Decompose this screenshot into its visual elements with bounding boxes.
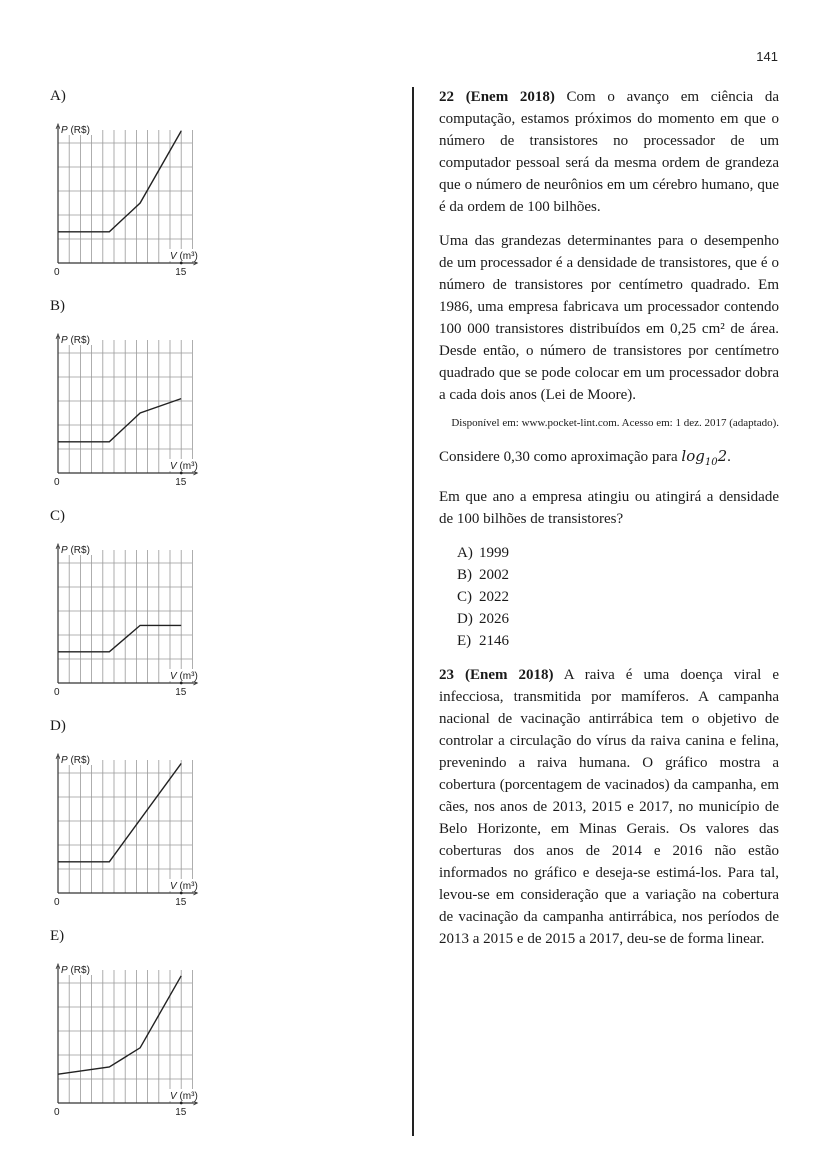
price-volume-graph	[50, 118, 200, 278]
svg-text:0: 0	[54, 477, 60, 488]
choice-value: 2146	[479, 633, 509, 649]
option-letter: C)	[50, 508, 65, 524]
svg-text:V (m³): V (m³)	[170, 881, 198, 892]
choice-value: 2022	[479, 589, 509, 605]
option-c-graph	[50, 508, 210, 708]
q22-consider	[439, 445, 779, 474]
q22-source-tag: (Enem 2018)	[465, 89, 555, 105]
svg-text:15: 15	[175, 897, 187, 908]
price-volume-graph	[50, 748, 200, 908]
svg-text:P (R$): P (R$)	[61, 755, 90, 766]
log-base: log	[681, 447, 705, 465]
svg-text:0: 0	[54, 897, 60, 908]
svg-text:0: 0	[54, 267, 60, 278]
choice-e	[457, 630, 779, 652]
svg-text:15: 15	[175, 1107, 187, 1118]
svg-text:P (R$): P (R$)	[61, 545, 90, 556]
q23-intro	[439, 664, 779, 950]
graph-svg-container	[50, 118, 200, 283]
choice-value: 1999	[479, 545, 509, 561]
option-letter: A)	[50, 88, 66, 104]
page-number: 141	[756, 49, 778, 64]
option-a-graph	[50, 88, 210, 288]
q22-question: Em que ano a empresa atingiu ou atingirá a densidade de 100 bilhões de transistores?	[439, 489, 779, 527]
choice-d	[457, 608, 779, 630]
svg-text:0: 0	[54, 1107, 60, 1118]
q22-citation: Disponível em: www.pocket-lint.com. Acesso em: 1 dez. 2017 (adaptado).	[451, 417, 779, 429]
log-subscript: 10	[704, 457, 718, 468]
option-e-graph	[50, 928, 210, 1128]
graph-svg-container	[50, 328, 200, 493]
q22-number: 22	[439, 89, 454, 105]
svg-text:V (m³): V (m³)	[170, 251, 198, 262]
choice-letter: E)	[457, 633, 472, 649]
q22-paragraph-1: Com o avanço em ciência da computação, estamos próximos do momento em que o número de transistores no processador de um computador pessoal será da mesma ordem de grandeza que o número de neurônios em um cérebro humano, que é da ordem de 100 bilhões.	[439, 89, 780, 215]
svg-text:0: 0	[54, 687, 60, 698]
q23-source-tag: (Enem 2018)	[465, 667, 554, 683]
svg-text:V (m³): V (m³)	[170, 671, 198, 682]
q23-number: 23	[439, 667, 454, 683]
q22-intro	[439, 86, 779, 218]
log-argument: 2	[717, 447, 728, 465]
svg-text:V (m³): V (m³)	[170, 461, 198, 472]
choice-letter: D)	[457, 611, 473, 627]
svg-text:15: 15	[175, 267, 187, 278]
log-expression	[681, 447, 728, 468]
choice-value: 2026	[479, 611, 509, 627]
consider-suffix: .	[727, 449, 731, 465]
svg-text:P (R$): P (R$)	[61, 335, 90, 346]
choice-b	[457, 564, 779, 586]
price-volume-graph	[50, 328, 200, 488]
choice-letter: B)	[457, 567, 472, 583]
choice-letter: C)	[457, 589, 472, 605]
questions-column	[439, 86, 779, 962]
svg-text:P (R$): P (R$)	[61, 125, 90, 136]
choice-letter: A)	[457, 545, 473, 561]
price-volume-graph	[50, 538, 200, 698]
svg-text:P (R$): P (R$)	[61, 965, 90, 976]
option-letter: D)	[50, 718, 66, 734]
option-b-graph	[50, 298, 210, 498]
graph-svg-container	[50, 538, 200, 703]
svg-text:15: 15	[175, 687, 187, 698]
q22-choices	[457, 542, 779, 652]
q22-paragraph-2: Uma das grandezas determinantes para o desempenho de um processador é a densidade de transistores, que é o número de transistores por centímetro quadrado. Em 1986, uma empresa fabricava um processador contendo 100 000 transistores distribuídos em 0,25 cm² de área. Desde então, o número de transistores por centímetro quadrado que se pode colocar em um processador dobra a cada dois anos (Lei de Moore).	[439, 233, 779, 403]
choice-a	[457, 542, 779, 564]
svg-text:V (m³): V (m³)	[170, 1091, 198, 1102]
option-letter: E)	[50, 928, 65, 944]
option-d-graph	[50, 718, 210, 918]
price-volume-graph	[50, 958, 200, 1118]
choice-c	[457, 586, 779, 608]
svg-text:15: 15	[175, 477, 187, 488]
consider-text: Considere 0,30 como aproximação para	[439, 449, 682, 465]
column-divider	[412, 87, 414, 1136]
graph-svg-container	[50, 958, 200, 1123]
choice-value: 2002	[479, 567, 509, 583]
graph-svg-container	[50, 748, 200, 913]
q23-paragraph-1: A raiva é uma doença viral e infecciosa, transmitida por mamíferos. A campanha nacional de vacinação antirrábica tem o objetivo de controlar a circulação do vírus da raiva canina e felina, prevenindo a raiva humana. O gráfico mostra a cobertura (porcentagem de vacinados) da campanha, em cães, nos anos de 2013, 2015 e 2017, no município de Belo Horizonte, em Minas Gerais. Os valores das coberturas dos anos de 2014 e 2016 não estão informados no gráfico e deseja-se estimá-los. Para tal, levou-se em consideração que a variação na cobertura de vacinação da campanha antirrábica, nos períodos de 2013 a 2015 e de 2015 a 2017, deu-se de forma linear.	[439, 667, 779, 947]
option-letter: B)	[50, 298, 65, 314]
